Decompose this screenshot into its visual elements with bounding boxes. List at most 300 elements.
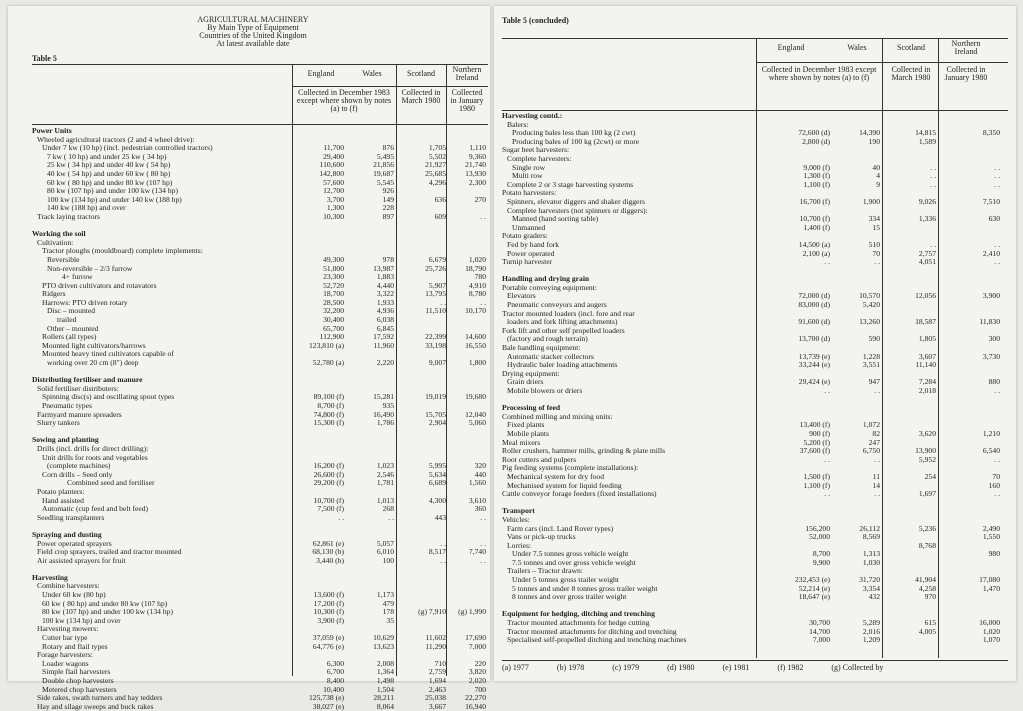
value-scotland: 2,757 [918,248,936,258]
value-england: 8,400 [326,676,344,685]
row-label: Air assisted sprayers for fruit [37,555,126,565]
value-ni: . . [994,386,1000,395]
row-label: Complete harvesters (not spinners or diggers): [507,205,648,215]
value-england: 32,200 [323,306,344,316]
value-scotland: 970 [924,592,936,602]
value-ni: 1,560 [468,478,486,488]
value-wales: 10,629 [373,633,394,643]
row-label: 100 kw (134 hp) and under 140 kw (188 hp) [47,194,182,204]
right-page [494,6,1016,681]
col-england: England [777,43,805,52]
value-england: 83,000 (d) [798,300,830,310]
left-page [8,6,490,711]
rule [502,660,1008,661]
value-england: 232,453 (e) [794,575,830,585]
row-label: Side rakes, swath turners and hay tedders [37,693,163,703]
value-wales: 13,623 [373,641,394,651]
value-ni: 220 [474,658,486,668]
value-wales: . . [388,512,394,522]
row-label: Pneumatic types [42,401,92,410]
row-label: Elevators [507,291,536,301]
value-england: 65,700 [323,323,344,333]
value-wales: 178 [382,607,394,617]
table-row [502,593,1008,602]
col-scotland: Scotland [897,43,925,52]
value-wales: . . [874,454,880,464]
row-label: Track laying tractors [37,211,100,221]
value-wales: 1,883 [376,272,394,282]
value-scotland: 21,927 [425,160,446,170]
value-ni: 5,060 [468,418,486,428]
table-label: Table 5 (concluded) [502,16,569,25]
value-england: 1,100 (f) [803,480,830,490]
row-label: Tractor ploughs (mouldboard) complete implements: [42,246,203,256]
value-england: . . [824,489,830,499]
value-scotland: 1,589 [918,136,936,146]
value-ni: . . [994,162,1000,172]
value-england: 2,100 (a) [802,248,830,258]
row-label: Power operated sprayers [37,538,112,548]
value-scotland: 1,697 [918,489,936,499]
value-england: 74,800 (f) [313,409,344,419]
value-wales: 149 [382,194,394,204]
row-label: Mechanical system for dry food [507,471,605,481]
value-england: 1,300 (f) [803,171,830,181]
row-label: working over 20 cm (8") deep [47,358,139,368]
value-england: 57,600 [323,177,344,187]
value-england: 7,000 [812,635,830,645]
value-wales: 40 [872,162,880,172]
value-england: 1,300 [326,203,344,213]
row-label: Trailers – Tractor drawn: [507,566,583,576]
row-label: Power Units [32,126,72,135]
row-label: Other – mounted [47,323,99,333]
value-wales: 16,490 [373,409,394,419]
value-ni: . . [994,257,1000,267]
value-ni: 9,360 [468,151,486,161]
table-body [32,127,488,711]
value-scotland: 4,005 [918,626,936,636]
note-eng-wales: Collected in December 1983 except where shown by notes (a) to (f) [296,88,392,113]
row-label: Combine harvesters: [37,581,100,591]
table-row [32,325,488,334]
value-wales: 17,592 [373,332,394,342]
value-wales: 268 [382,504,394,514]
value-ni: . . [480,512,486,522]
row-label: Transport [502,506,535,516]
value-england: . . [824,454,830,464]
value-scotland: 5,995 [428,461,446,471]
row-label: Single row [512,162,546,172]
value-england: 10,300 [323,211,344,221]
value-wales: 6,038 [376,315,394,325]
value-wales: 13,260 [859,317,880,327]
row-label: (factory and rough terrain) [507,334,588,344]
table-row [502,258,1008,267]
value-england: 29,424 (e) [798,377,830,387]
row-label: Mounted light cultivators/harrows [42,340,146,350]
value-england: 38,027 (e) [312,701,344,711]
value-england: 91,600 (d) [798,317,830,327]
value-wales: 897 [382,211,394,221]
row-label: Lorries: [507,540,532,550]
spacer-row [32,428,488,437]
row-label: Mobile plants [507,428,549,438]
row-label: Portable conveying equipment: [502,282,597,292]
row-label: Harvesting mowers: [37,624,99,634]
value-ni: 1,210 [982,428,1000,438]
value-ni: 12,040 [465,409,486,419]
value-england: 15,300 (f) [313,418,344,428]
value-ni: 700 [474,684,486,694]
value-england: 125,738 (e) [308,693,344,703]
value-wales: 876 [382,143,394,153]
value-ni: 780 [474,272,486,282]
value-ni: 1,070 [982,635,1000,645]
value-ni: 300 [988,334,1000,344]
value-ni: . . [480,297,486,307]
row-label: 100 kw (134 hp) and over [42,615,121,625]
value-england: 9,900 [812,557,830,567]
table-row [32,265,488,274]
value-scotland: 13,795 [425,289,446,299]
table-row [32,247,488,256]
value-england: 11,700 [323,143,344,153]
table-row [32,419,488,428]
value-scotland: 3,607 [918,351,936,361]
row-label: Simple flail harvesters [42,667,111,677]
value-scotland: 11,510 [425,306,446,316]
value-ni: 2,490 [982,523,1000,533]
row-label: Rollers (all types) [42,332,97,342]
value-england: 7,500 (f) [317,504,344,514]
table-row [502,146,1008,155]
row-label: Turnip harvester [502,257,553,267]
value-england: 13,400 (f) [799,420,830,430]
value-england: . . [824,386,830,395]
row-label: Processing of feed [502,403,561,413]
value-wales: 1,504 [376,684,394,694]
row-label: Combined milling and mixing units: [502,411,613,421]
value-wales: 978 [382,254,394,264]
value-ni: 7,000 [468,641,486,651]
value-ni: 320 [474,461,486,471]
value-scotland: 7,284 [918,377,936,387]
value-england: 10,700 (f) [799,214,830,224]
value-wales: 6,750 [862,446,880,456]
value-ni: . . [994,179,1000,189]
value-scotland: 1,705 [428,143,446,153]
value-wales: 26,112 [859,523,880,533]
value-ni: 7,510 [982,196,1000,206]
row-label: Tractor mounted attachments for hedge cutting [507,618,650,628]
row-label: 80 kw (107 hp) and under 100 kw (134 hp) [42,607,173,617]
value-england: 37,600 (f) [799,446,830,456]
value-wales: 1,900 [862,196,880,206]
row-label: Fed by hand fork [507,239,560,249]
value-wales: 3,551 [862,360,880,370]
table-row [502,430,1008,439]
value-wales: 2,546 [376,469,394,479]
value-ni: 16,550 [465,340,486,350]
value-scotland: 2,904 [428,418,446,428]
value-england: 900 (f) [809,428,830,438]
value-ni: 1,550 [982,532,1000,542]
row-label: Cultivation: [37,237,74,247]
value-scotland: . . [440,297,446,307]
row-label: Mechanised system for liquid feeding [507,480,622,490]
value-wales: 9 [876,179,880,189]
value-ni: 3,610 [468,495,486,505]
value-scotland: 14,815 [915,128,936,138]
value-wales: 14 [872,480,880,490]
value-scotland: . . [440,538,446,548]
value-wales: 35 [386,615,394,625]
value-wales: 5,545 [376,177,394,187]
table-row [502,413,1008,422]
value-england: 28,500 [323,297,344,307]
row-label: Balers: [507,119,529,129]
value-england: 112,900 [319,332,344,342]
value-scotland: 13,900 [915,446,936,456]
row-label: Drills (incl. drills for direct drilling): [37,443,149,453]
value-england: 9,000 (f) [803,162,830,172]
note-ni: Collected in January 1980 [450,88,484,113]
value-scotland: 4,051 [918,257,936,267]
row-label: Wheeled agricultural tractors (2 and 4 wheel drive): [37,134,195,144]
value-scotland: . . [930,239,936,249]
row-label: 7.5 tonnes and over gross vehicle weight [512,557,636,567]
value-scotland: 710 [434,658,446,668]
row-label: 25 kw ( 34 hp) and under 40 kw ( 54 hp) [47,160,171,170]
row-label: Harvesting [32,572,68,582]
row-label: Potato planters: [37,486,85,496]
spacer-row [502,396,1008,405]
value-england: 3,900 (f) [317,615,344,625]
row-label: Under 5 tonnes gross trailer weight [512,575,619,585]
value-england: 64,776 (e) [312,641,344,651]
value-england: 16,700 (f) [799,196,830,206]
value-scotland: 615 [924,618,936,628]
row-label: Solid fertiliser distributers: [37,383,119,393]
note-eng-wales: Collected in December 1983 except where shown by notes (a) to (f) [761,65,877,82]
row-label: loaders and fork lifting attachments) [507,317,618,327]
value-scotland: 1,336 [918,214,936,224]
value-ni: . . [994,454,1000,464]
value-england: 72,000 (d) [798,291,830,301]
value-scotland: 5,907 [428,280,446,290]
spacer-row [32,565,488,574]
value-ni: 2,300 [468,177,486,187]
value-wales: 590 [868,334,880,344]
value-wales: 1,013 [376,495,394,505]
value-ni: . . [994,239,1000,249]
value-wales: 3,322 [376,289,394,299]
value-england: 18,647 (e) [798,592,830,602]
value-scotland: 9,026 [918,196,936,206]
row-label: Unit drills for roots and vegetables [42,452,148,462]
table-row [32,643,488,652]
value-scotland: (g) 7,910 [418,607,446,617]
value-ni: . . [994,171,1000,181]
value-ni: 16,000 [979,618,1000,628]
value-scotland: 5,952 [918,454,936,464]
value-england: 1,400 (f) [803,222,830,232]
row-label: Manned (hand sorting table) [512,214,599,224]
row-label: Loader wagons [42,658,89,668]
value-england: 6,300 [326,658,344,668]
value-scotland: 41,904 [915,575,936,585]
value-ni: 2,410 [982,248,1000,258]
table-row [32,411,488,420]
value-ni: 440 [474,469,486,479]
row-label: 4+ furrow [62,272,93,282]
table-row [32,617,488,626]
value-england: 1,500 (f) [803,471,830,481]
value-scotland: 2,463 [428,684,446,694]
row-label: Meal mixers [502,437,541,447]
value-ni: 630 [988,214,1000,224]
value-ni: 3,730 [982,351,1000,361]
note-ni: Collected in January 1980 [944,65,988,82]
value-wales: 15,281 [373,392,394,402]
row-label: Under 60 kw (80 hp) [42,590,106,600]
row-label: Field crop sprayers, trailed and tractor mounted [37,547,182,557]
value-wales: 4,936 [376,306,394,316]
value-ni: 7,740 [468,547,486,557]
value-scotland: 4,296 [428,177,446,187]
value-wales: 1,364 [376,667,394,677]
value-scotland: 1,694 [428,676,446,685]
row-label: Combined seed and fertiliser [67,478,155,488]
value-wales: 4,440 [376,280,394,290]
value-ni: 360 [474,504,486,514]
value-wales: 19,687 [373,168,394,178]
value-scotland: 9,007 [428,358,446,368]
row-label: Specialised self-propelled ditching and trenching machines [507,635,687,645]
value-england: 13,739 (e) [798,351,830,361]
value-ni: 19,680 [465,392,486,402]
row-label: Spinning disc(s) and oscillating spout types [42,392,175,402]
row-label: trailed [57,315,77,325]
value-wales: 11 [872,471,880,481]
value-england: 17,200 (f) [313,598,344,608]
value-england: 14,700 [809,626,830,636]
value-ni: 22,270 [465,693,486,703]
value-wales: 31,720 [859,575,880,585]
value-ni: 70 [992,471,1000,481]
value-ni: 980 [988,549,1000,559]
table-row [32,204,488,213]
row-label: Complete 2 or 3 stage harvesting systems [507,179,634,189]
value-scotland: 22,399 [425,332,446,342]
row-label: Distributing fertiliser and manure [32,375,143,385]
footnote: (f) 1982 [777,663,804,672]
value-ni: (g) 1,990 [458,607,486,617]
row-label: Complete harvesters: [507,153,572,163]
footnote: (d) 1980 [667,663,695,672]
row-label: Automatic stacker collectors [507,351,594,361]
value-england: 156,200 [805,523,830,533]
value-scotland: 25,726 [425,263,446,273]
row-label: Equipment for hedging, ditching and trenching [502,609,655,619]
value-england: 30,400 [323,315,344,325]
value-england: 3,440 (b) [316,555,344,565]
value-england: 52,000 [809,532,830,542]
table-row [32,557,488,566]
row-label: (complete machines) [47,461,111,471]
row-label: Mobile blowers or driers [507,386,583,395]
value-wales: 2,220 [376,358,394,368]
col-wales: Wales [847,43,867,52]
table-row [32,213,488,222]
table-label: Table 5 [32,54,57,63]
table-row [32,703,488,711]
value-england: 110,600 [319,160,344,170]
row-label: Spraying and dusting [32,529,102,539]
value-scotland: 254 [924,471,936,481]
value-scotland: 4,300 [428,495,446,505]
value-ni: . . [480,211,486,221]
row-label: Spinners, elevator diggers and shaker diggers [507,196,645,206]
table-row [502,490,1008,499]
value-scotland: 11,602 [425,633,446,643]
table-row [32,230,488,239]
value-scotland: 25,038 [425,693,446,703]
heading-line: By Main Type of Equipment [207,23,299,32]
value-wales: 190 [868,136,880,146]
value-scotland: 11,140 [915,360,936,370]
value-wales: 15 [872,222,880,232]
row-label: Tractor mounted attachments for ditching and trenching [507,626,677,636]
value-wales: 21,856 [373,160,394,170]
col-ni: Northern Ireland [452,65,482,82]
value-england: 16,200 (f) [313,461,344,471]
value-wales: 11,960 [373,340,394,350]
value-england: 14,500 (a) [798,239,830,249]
value-england: 29,400 [323,151,344,161]
value-wales: 479 [382,598,394,608]
value-scotland: 4,258 [918,583,936,593]
value-ni: 3,900 [982,291,1000,301]
value-wales: 1,781 [376,478,394,488]
value-wales: 1,786 [376,418,394,428]
value-wales: 247 [868,437,880,447]
value-england: 62,861 (e) [312,538,344,548]
value-england: 49,300 [323,254,344,264]
value-wales: 10,570 [859,291,880,301]
value-england: 23,300 [323,272,344,282]
value-wales: 5,289 [862,618,880,628]
row-label: Working the soil [32,229,86,239]
value-wales: 1,498 [376,676,394,685]
value-england: 33,244 (e) [798,360,830,370]
row-label: Drying equipment: [502,368,560,378]
value-ni: 17,690 [465,633,486,643]
footnote: (b) 1978 [556,663,585,672]
row-label: Non-reversible – 2/3 furrow [47,263,133,273]
value-scotland: 5,236 [918,523,936,533]
row-label: Sugar beet harvesters: [502,145,570,155]
table-row [502,181,1008,190]
row-label: Potato graders: [502,231,548,241]
value-ni: 3,820 [468,667,486,677]
value-england: 68,130 (b) [312,547,344,557]
value-scotland: 12,056 [915,291,936,301]
value-england: 26,600 (f) [313,469,344,479]
col-wales: Wales [362,69,382,78]
value-wales: 1,209 [862,635,880,645]
